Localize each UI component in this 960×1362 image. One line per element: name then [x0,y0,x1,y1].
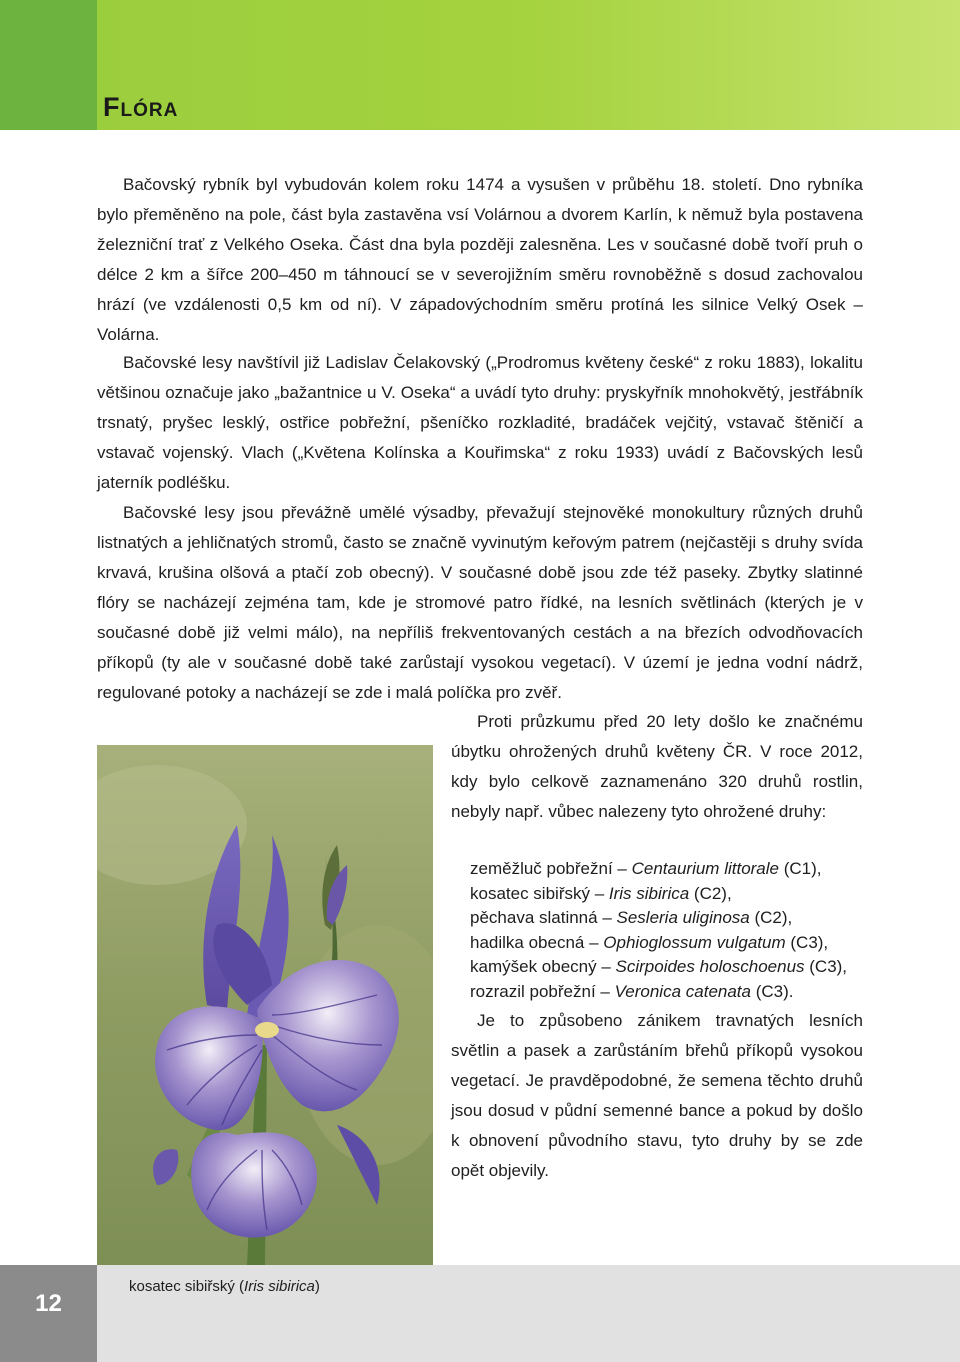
endangered-species-list [470,857,870,1004]
paragraph-history: Bačovský rybník byl vybudován kolem roku 1474 a vysušen v průběhu 18. století. Dno rybníka bylo přeměněno na pole, část byla zastavěna vsí Volárnou a dvorem Karlín, k němuž byla postavena železniční trať z Velkého Oseka. Část dna byla později zalesněna. Les v současné době tvoří pruh o délce 2 km a šířce 200–450 m táhnoucí se v severojižním směru rovnoběžně s dosud zachovalou hrází (ve vzdálenosti 0,5 km od ní). V západovýchodním směru protíná les silnice Velký Osek – Volárna. [97,175,863,344]
header-corner-block [0,0,97,130]
header-band [97,0,960,130]
paragraph-celakovsky: Bačovské lesy navštívil již Ladislav Čelakovský („Prodromus květeny české“ z roku 1883), lokalitu většinou označuje jako „bažantnice u V. Oseka“ a uvádí tyto druhy: pryskyřník mnohokvětý, jestřábník trsnatý, pryšec lesklý, ostřice pobřežní, pšeníčko rozkladité, bradáček vejčitý, vstavač štěničí a vstavač vojenský. Vlach („Květena Kolínska a Kouřimska“ z roku 1933) uvádí z Bačovských lesů jaterník podléšku. [97,353,863,492]
species-item: zeměžluč pobřežní – Centaurium littorale (C1), [470,859,822,878]
species-item: pěchava slatinná – Sesleria uliginosa (C2), [470,908,793,927]
conclusion-paragraph [451,1006,863,1186]
species-item: hadilka obecná – Ophioglossum vulgatum (C3), [470,932,829,952]
intro-paragraph [97,170,863,350]
page-number: 12 [35,1290,62,1317]
iris-flower-illustration [97,745,433,1265]
species-item: kosatec sibiřský – Iris sibirica (C2), [470,883,732,903]
forest-paragraph [97,498,863,708]
paragraph-conclusion: Je to způsobeno zánikem travnatých lesních světlin a pasek a zarůstáním břehů příkopů vysokou vegetací. Je pravděpodobné, že semena těchto druhů jsou dosud v půdní semenné bance a pokud by došlo k obnovení původního stavu, tyto druhy by se zde opět objevily. [451,1011,863,1180]
photo-caption: kosatec sibiřský (Iris sibirica) [129,1278,320,1295]
survey-paragraph [451,707,863,827]
celakovsky-paragraph [97,348,863,498]
paragraph-forest: Bačovské lesy jsou převážně umělé výsadby, převažují stejnověké monokultury různých druhů listnatých a jehličnatých stromů, často se značně vyvinutým keřovým patrem (nejčastěji s druhy svída krvavá, krušina olšová a ptačí zob obecný). V současné době jsou zde též paseky. Zbytky slatinné flóry se nacházejí zejména tam, kde je stromové patro řídké, na lesních světlinách (kterých je v současné době již velmi málo), na nepříliš frekventovaných cestách a na březích odvodňovacích příkopů (ty ale v současné době také zarůstají vysokou vegetací). V území je jedna vodní nádrž, regulované potoky a nacházejí se zde i malá políčka pro zvěř. [97,503,863,702]
species-item: kamýšek obecný – Scirpoides holoschoenus (C3), [470,957,848,976]
iris-sibirica-photo [97,745,433,1265]
paragraph-survey: Proti průzkumu před 20 lety došlo ke značnému úbytku ohrožených druhů květeny ČR. V roce 2012, kdy bylo celkově zaznamenáno 320 druhů rostlin, nebyly např. vůbec nalezeny tyto ohrožené druhy: [451,712,863,821]
species-item: rozrazil pobřežní – Veronica catenata (C3). [470,981,794,1001]
page-title: Flóra [103,92,179,122]
